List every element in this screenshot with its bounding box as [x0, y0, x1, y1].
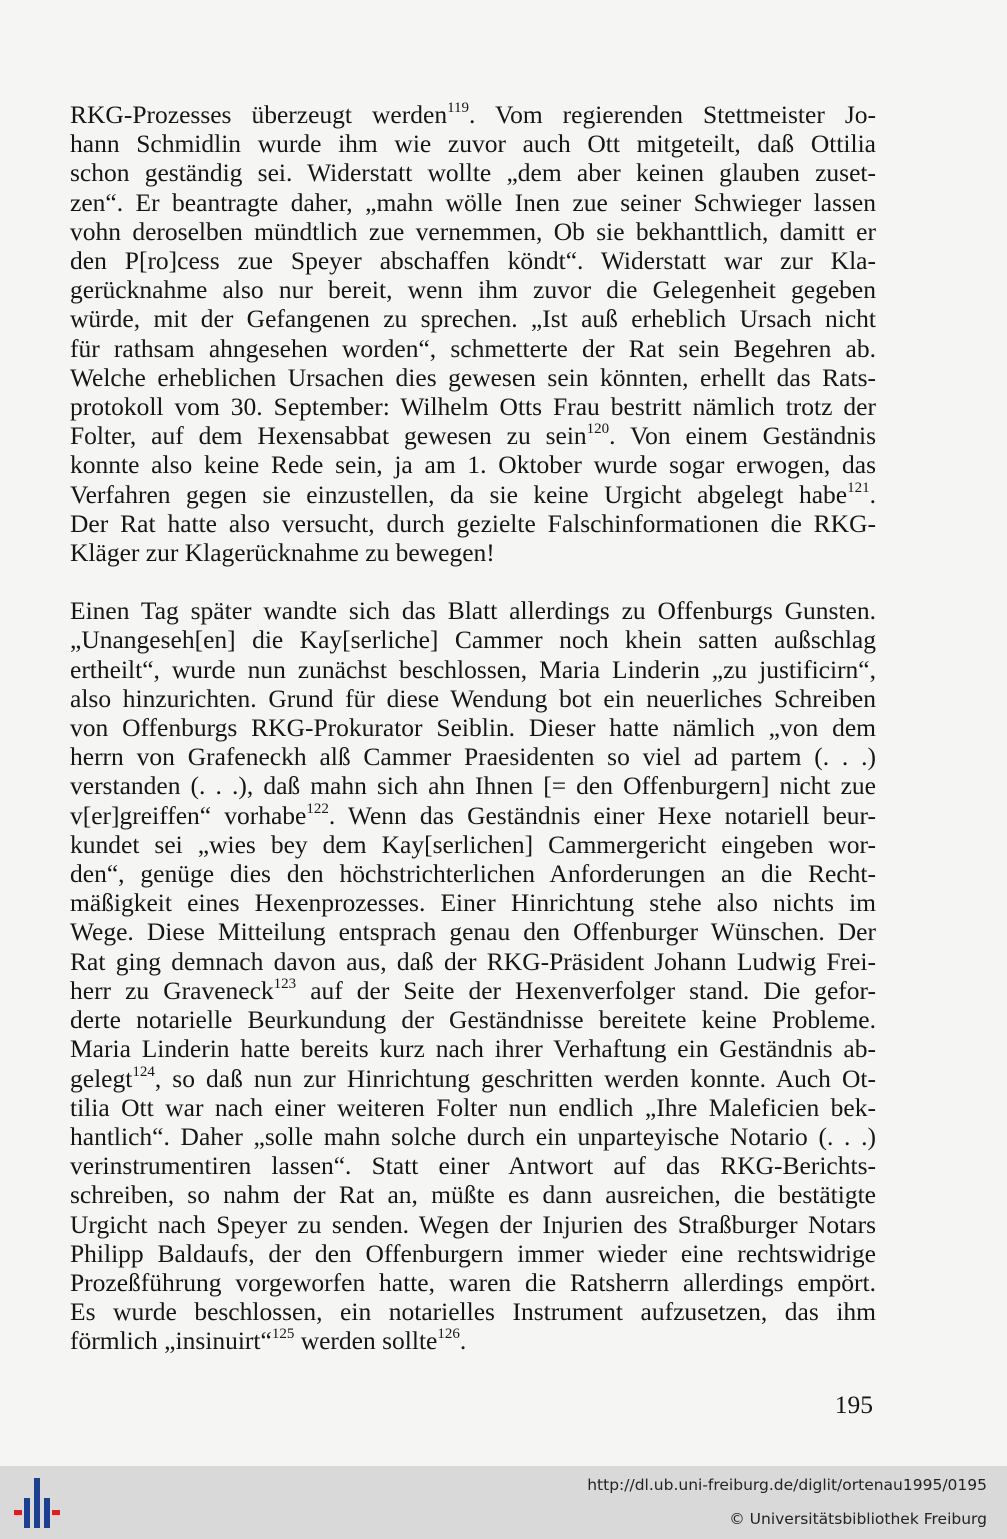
text-line	[70, 1326, 876, 1355]
text-line	[70, 713, 876, 742]
text-segment: Urgicht nach Speyer zu senden. Wegen der Injurien des Straßburger Notars	[70, 1209, 876, 1239]
text-line	[70, 1180, 876, 1209]
text-segment: Kläger zur Klagerücknahme zu bewegen!	[70, 538, 495, 568]
text-segment: ertheilt“, wurde nun zunächst beschlossen, Maria Linderin „zu justificirn“,	[70, 654, 876, 684]
text-line	[70, 596, 876, 625]
text-segment: den P[ro]cess zue Speyer abschaffen köndt“. Widerstatt war zur Kla-	[70, 246, 876, 276]
text-segment: , so daß nun zur Hinrichtung geschritten werden konnte. Auch Ot-	[154, 1063, 876, 1093]
footnote-marker: 126	[437, 1326, 460, 1343]
footnote-marker: 121	[847, 479, 870, 496]
text-segment: schon geständig sei. Widerstatt wollte „dem aber keinen glauben zuset-	[70, 158, 876, 188]
text-segment: würde, mit der Gefangenen zu sprechen. „Ist auß erheblich Ursach nicht	[70, 304, 876, 334]
text-line	[70, 1034, 876, 1063]
text-line	[70, 246, 876, 275]
text-line	[70, 1005, 876, 1034]
text-segment: für rathsam ahngesehen worden“, schmetterte der Rat sein Begehren ab.	[70, 333, 876, 363]
text-line	[70, 1239, 876, 1268]
footer-bar	[0, 1466, 1007, 1539]
text-line	[70, 275, 876, 304]
text-segment: Maria Linderin hatte bereits kurz nach ihrer Verhaftung ein Geständnis ab-	[70, 1034, 876, 1064]
text-segment: gerücknahme also nur bereit, wenn ihm zuvor die Gelegenheit gegeben	[70, 275, 876, 305]
text-segment: verstanden (. . .), daß mahn sich ahn Ihnen [= den Offenburgern] nicht zue	[70, 771, 876, 801]
text-segment: .	[869, 479, 876, 509]
text-line	[70, 1268, 876, 1297]
text-segment: tilia Ott war nach einer weiteren Folter nun endlich „Ihre Maleficien bek-	[70, 1092, 876, 1122]
text-line	[70, 334, 876, 363]
text-line	[70, 480, 876, 509]
text-line	[70, 859, 876, 888]
text-segment: herrn von Grafeneckh alß Cammer Praesidenten so viel ad partem (. . .)	[70, 742, 876, 772]
source-url-link[interactable]: http://dl.ub.uni-freiburg.de/diglit/ortenau1995/0195	[587, 1476, 987, 1494]
text-line	[70, 217, 876, 246]
text-line	[70, 158, 876, 187]
text-line	[70, 684, 876, 713]
text-line	[70, 100, 876, 129]
text-line	[70, 304, 876, 333]
text-segment: konnte also keine Rede sein, ja am 1. Oktober wurde sogar erwogen, das	[70, 450, 876, 480]
text-line	[70, 1122, 876, 1151]
text-line	[70, 1093, 876, 1122]
text-segment: Folter, auf dem Hexensabbat gewesen zu sein	[70, 421, 587, 451]
text-line	[70, 655, 876, 684]
text-line	[70, 625, 876, 654]
text-line	[70, 450, 876, 479]
text-segment: Welche erheblichen Ursachen dies gewesen sein könnten, erhellt das Rats-	[70, 362, 876, 392]
text-segment: Prozeßführung vorgeworfen hatte, waren die Ratsherrn allerdings empört.	[70, 1267, 876, 1297]
text-segment: auf der Seite der Hexenverfolger stand. Die gefor-	[296, 975, 876, 1005]
ub-freiburg-logo-icon	[14, 1476, 64, 1530]
text-segment: Wege. Diese Mitteilung entsprach genau den Offenburger Wünschen. Der	[70, 917, 876, 947]
text-segment: Es wurde beschlossen, ein notarielles Instrument aufzusetzen, das ihm	[70, 1297, 876, 1327]
text-segment: hann Schmidlin wurde ihm wie zuvor auch Ott mitgeteilt, daß Ottilia	[70, 129, 876, 159]
text-line	[70, 392, 876, 421]
text-segment: verinstrumentiren lassen“. Statt einer Antwort auf das RKG-Berichts-	[70, 1151, 876, 1181]
text-segment: „Unangeseh[en] die Kay[serliche] Cammer noch khein satten außschlag	[70, 625, 876, 655]
text-segment: kundet sei „wies bey dem Kay[serlichen] Cammergericht eingeben wor-	[70, 829, 876, 859]
text-segment: Rat ging demnach davon aus, daß der RKG-Präsident Johann Ludwig Frei-	[70, 946, 876, 976]
text-line	[70, 509, 876, 538]
text-line	[70, 421, 876, 450]
text-segment: den“, genüge dies den höchstrichterlichen Anforderungen an die Recht-	[70, 859, 876, 889]
text-line	[70, 976, 876, 1005]
copyright-notice: © Universitätsbibliothek Freiburg	[729, 1510, 987, 1528]
text-segment: RKG-Prozesses überzeugt werden	[70, 100, 448, 129]
text-segment: also hinzurichten. Grund für diese Wendung bot ein neuerliches Schreiben	[70, 683, 876, 713]
text-segment: gelegt	[70, 1063, 133, 1093]
text-segment: protokoll vom 30. September: Wilhelm Otts Frau bestritt nämlich trotz der	[70, 392, 876, 422]
text-line	[70, 771, 876, 800]
text-line	[70, 1064, 876, 1093]
text-segment: mäßigkeit eines Hexenprozesses. Einer Hinrichtung stehe also nichts im	[70, 888, 876, 918]
body-text	[70, 100, 876, 1356]
text-segment: Philipp Baldaufs, der den Offenburgern immer wieder eine rechtswidrige	[70, 1238, 876, 1268]
text-segment: . Vom regierenden Stettmeister Jo-	[469, 100, 876, 129]
text-segment: derte notarielle Beurkundung der Geständnisse bereitete keine Probleme.	[70, 1005, 876, 1035]
text-segment: vohn deroselben mündtlich zue vernemmen, Ob sie bekhanttlich, damitt er	[70, 216, 876, 246]
text-line	[70, 129, 876, 158]
text-segment: schreiben, so nahm der Rat an, müßte es dann ausreichen, die bestätigte	[70, 1180, 876, 1210]
text-line	[70, 801, 876, 830]
paragraph	[70, 100, 876, 567]
text-segment: . Von einem Geständnis	[609, 421, 876, 451]
text-segment: herr zu Graveneck	[70, 975, 274, 1005]
text-segment: förmlich „insinuirt“	[70, 1326, 272, 1356]
text-segment: v[er]greiffen“ vorhabe	[70, 800, 307, 830]
text-segment: Einen Tag später wandte sich das Blatt allerdings zu Offenburgs Gunsten.	[70, 596, 876, 626]
text-line	[70, 917, 876, 946]
text-line	[70, 947, 876, 976]
text-line	[70, 538, 876, 567]
footnote-marker: 120	[586, 421, 610, 438]
text-line	[70, 363, 876, 392]
footnote-marker: 124	[132, 1063, 155, 1080]
footnote-marker: 123	[273, 975, 297, 992]
text-line	[70, 1210, 876, 1239]
text-segment: .	[459, 1326, 467, 1356]
text-segment: hantlich“. Daher „solle mahn solche durch ein unparteyische Notario (. . .)	[70, 1121, 876, 1151]
text-line	[70, 1297, 876, 1326]
text-segment: Der Rat hatte also versucht, durch gezielte Falschinformationen die RKG-	[70, 508, 876, 538]
page-number: 195	[834, 1390, 873, 1419]
text-line	[70, 830, 876, 859]
footnote-marker: 119	[447, 100, 470, 116]
text-segment: . Wenn das Geständnis einer Hexe notariell beur-	[328, 800, 876, 830]
text-line	[70, 888, 876, 917]
text-segment: Verfahren gegen sie einzustellen, da sie keine Urgicht abgelegt habe	[70, 479, 848, 509]
text-segment: werden sollte	[294, 1326, 438, 1356]
text-segment: zen“. Er beantragte daher, „mahn wölle Inen zue seiner Schwieger lassen	[70, 187, 876, 217]
footnote-marker: 122	[306, 800, 329, 817]
footnote-marker: 125	[271, 1326, 295, 1343]
text-line	[70, 188, 876, 217]
text-segment: von Offenburgs RKG-Prokurator Seiblin. Dieser hatte nämlich „von dem	[70, 713, 876, 743]
text-line	[70, 1151, 876, 1180]
paragraph	[70, 596, 876, 1355]
text-line	[70, 742, 876, 771]
